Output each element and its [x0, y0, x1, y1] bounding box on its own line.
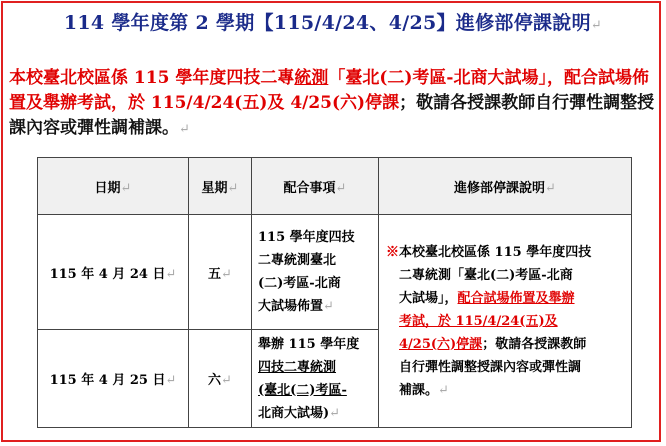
header-weekday: 星期↵ [189, 158, 252, 215]
header-remark: 進修部停課說明↵ [379, 158, 632, 215]
cell-weekday: 五↵ [189, 215, 252, 330]
table-row [38, 215, 632, 330]
header-matters: 配合事項↵ [252, 158, 379, 215]
cell-date: 115 年 4 月 25 日↵ [38, 330, 189, 428]
paragraph-mark: ↵ [590, 18, 603, 33]
page-title: 114 學年度第 2 學期【115/4/24、4/25】進修部停課說明↵ [63, 12, 603, 34]
notice-paragraph: 本校臺北校區係 115 學年度四技二專統測「臺北(二)考區-北商大試場」，配合試場佈置及舉辦考試，於 115/4/24(五)及 4/25(六)停課；敬請各授課教師自行彈性調整授課內容或彈性調補課。↵ [9, 68, 655, 138]
cell-date: 115 年 4 月 24 日↵ [38, 215, 189, 330]
table-header-row [38, 158, 632, 215]
cell-matters: 115 學年度四技 二專統測臺北 (二)考區-北商 大試場佈置↵ [252, 215, 379, 330]
header-date: 日期↵ [38, 158, 189, 215]
suspension-table [37, 157, 632, 428]
cell-matters: 舉辦 115 學年度 四技二專統測 (臺北(二)考區- 北商大試場)↵ [252, 330, 379, 428]
cell-weekday: 六↵ [189, 330, 252, 428]
cell-remark: ※本校臺北校區係 115 學年度四技 二專統測「臺北(二)考區-北商 大試場」，配合試場佈置及舉辦 考試，於 115/4/24(五)及 4/25(六)停課；敬請各授課教師 自行彈性調整授課內容或彈性調 補課。↵ [379, 215, 632, 428]
